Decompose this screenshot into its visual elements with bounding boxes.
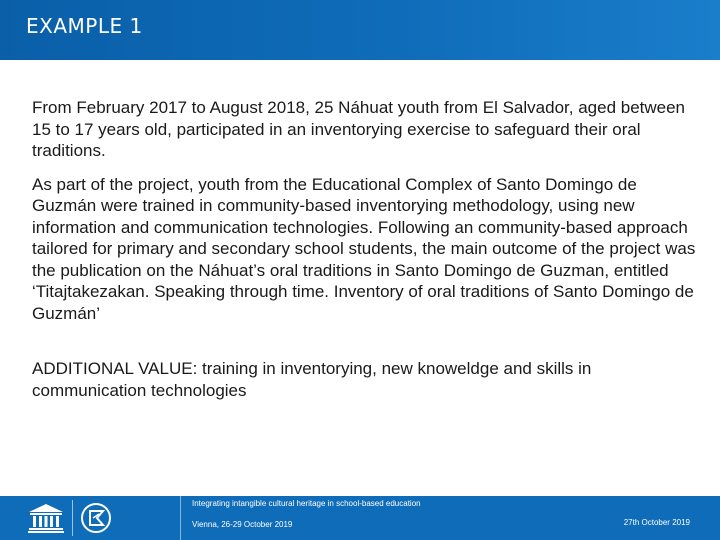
footer-divider bbox=[180, 496, 181, 540]
footer-event-place-date: Vienna, 26-29 October 2019 bbox=[192, 520, 293, 529]
slide-body bbox=[32, 97, 700, 413]
paragraph-project: As part of the project, youth from the Educational Complex of Santo Domingo de Guzmán were trained in community-based inventorying methodology, using new information and communication technologies. Following an community-based approach tailored for primary and secondary school students, the main outcome of the project was the publication on the Náhuat’s oral traditions in Santo Domingo de Guzman, entitled ‘Titajtakezakan. Speaking through time. Inventory of oral traditions of Santo Domingo de Guzmán’ bbox=[32, 174, 696, 323]
footer-slide-date: 27th October 2019 bbox=[623, 518, 690, 527]
footer-bar bbox=[0, 496, 720, 540]
unesco-temple-icon bbox=[20, 496, 72, 540]
logo-divider bbox=[72, 500, 73, 536]
title-bar bbox=[0, 0, 720, 60]
ich-convention-emblem-icon bbox=[74, 496, 118, 540]
paragraph-additional-value: ADDITIONAL VALUE: training in inventorying, new knoweldge and skills in communication technologies bbox=[32, 359, 592, 400]
slide-title: EXAMPLE 1 bbox=[26, 14, 143, 38]
paragraph-intro: From February 2017 to August 2018, 25 Náhuat youth from El Salvador, aged between 15 to 17 years old, participated in an inventorying exercise to safeguard their oral traditions. bbox=[32, 98, 686, 160]
footer-event-title: Integrating intangible cultural heritage in school-based education bbox=[192, 499, 421, 508]
